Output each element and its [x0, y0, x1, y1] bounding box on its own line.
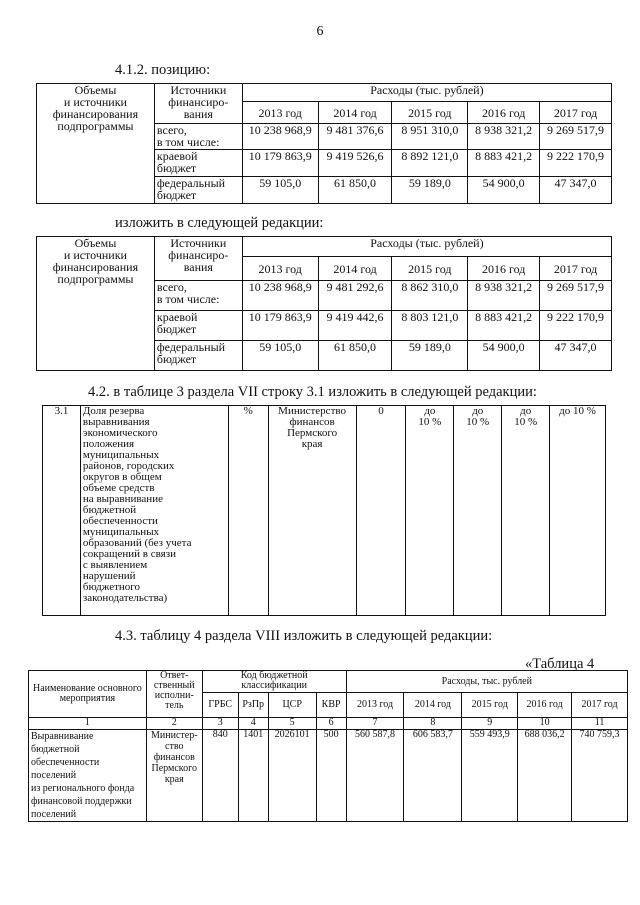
- code-col-header: ЦСР: [268, 693, 316, 718]
- row-label: федеральный бюджет: [154, 341, 242, 371]
- value-cell: 54 900,0: [468, 177, 540, 204]
- table-row: [29, 730, 628, 822]
- expense-cell: 559 493,9: [462, 730, 518, 822]
- table-4: [28, 670, 628, 822]
- column-number: 9: [462, 718, 518, 730]
- target-value-cell: до 10 %: [406, 406, 454, 616]
- expense-cell: 606 583,7: [404, 730, 462, 822]
- value-cell: 9 269 517,9: [540, 281, 612, 311]
- value-cell: 61 850,0: [318, 341, 392, 371]
- code-header: Код бюджетной классификации: [202, 671, 346, 693]
- table-row: [43, 406, 606, 616]
- year-header: 2013 год: [242, 257, 318, 281]
- section-4-2-heading: 4.2. в таблице 3 раздела VII строку 3.1 изложить в следующей редакции:: [88, 384, 537, 400]
- value-cell: 59 189,0: [392, 341, 468, 371]
- year-header: 2014 год: [318, 257, 392, 281]
- year-header: 2013 год: [242, 102, 318, 124]
- value-cell: 8 892 121,0: [392, 150, 468, 177]
- value-cell: 8 883 421,2: [468, 311, 540, 341]
- value-cell: 8 938 321,2: [468, 124, 540, 150]
- measure-name: Выравнивание бюджетной обеспеченности поселений из регионального фонда финансовой поддержки поселений: [29, 730, 147, 822]
- column-number: 11: [572, 718, 628, 730]
- rzpr-cell: 1401: [238, 730, 268, 822]
- year-header: 2015 год: [392, 257, 468, 281]
- year-header: 2017 год: [540, 257, 612, 281]
- row-label: краевой бюджет: [154, 150, 242, 177]
- expense-cell: 688 036,2: [518, 730, 572, 822]
- value-cell: 47 347,0: [540, 177, 612, 204]
- value-cell: 9 481 292,6: [318, 281, 392, 311]
- value-cell: 10 238 968,9: [242, 124, 318, 150]
- sources-header: Источники финансиро- вания: [154, 237, 242, 281]
- value-cell: 61 850,0: [318, 177, 392, 204]
- year-header: 2014 год: [404, 693, 462, 718]
- year-header: 2013 год: [346, 693, 404, 718]
- value-cell: 59 105,0: [242, 177, 318, 204]
- column-number: 3: [202, 718, 238, 730]
- grbs-cell: 840: [202, 730, 238, 822]
- year-header: 2016 год: [518, 693, 572, 718]
- column-number: 8: [404, 718, 462, 730]
- code-col-header: РзПр: [238, 693, 268, 718]
- responsible-cell: Министерство финансов Пермского края: [268, 406, 356, 616]
- page-number: 6: [316, 24, 324, 39]
- column-number: 2: [146, 718, 202, 730]
- value-cell: 54 900,0: [468, 341, 540, 371]
- expense-cell: 560 587,8: [346, 730, 404, 822]
- unit-cell: %: [228, 406, 268, 616]
- value-cell: 9 222 170,9: [540, 150, 612, 177]
- value-cell: 9 419 526,6: [318, 150, 392, 177]
- value-cell: 8 938 321,2: [468, 281, 540, 311]
- code-col-header: ГРБС: [202, 693, 238, 718]
- column-number: 1: [29, 718, 147, 730]
- code-col-header: КВР: [316, 693, 346, 718]
- year-header: 2015 год: [392, 102, 468, 124]
- expenses-header: Расходы, тыс. рублей: [346, 671, 627, 693]
- row-label: краевой бюджет: [154, 311, 242, 341]
- column-number: 5: [268, 718, 316, 730]
- column-number: 10: [518, 718, 572, 730]
- name-header: Наименование основного мероприятия: [29, 671, 147, 718]
- value-cell: 10 179 863,9: [242, 311, 318, 341]
- value-cell: 10 179 863,9: [242, 150, 318, 177]
- expenses-header: Расходы (тыс. рублей): [242, 237, 611, 257]
- value-cell: 47 347,0: [540, 341, 612, 371]
- target-value-cell: до 10 %: [502, 406, 550, 616]
- value-cell: 9 222 170,9: [540, 311, 612, 341]
- volumes-header: Объемы и источники финансирования подпрограммы: [37, 237, 155, 371]
- responsible-cell: Министер- ство финансов Пермского края: [146, 730, 202, 822]
- row-label: федеральный бюджет: [154, 177, 242, 204]
- section-4-1-2-heading: 4.1.2. позицию:: [115, 62, 211, 78]
- financing-table-new: [36, 236, 612, 371]
- financing-table-old: [36, 83, 612, 204]
- csr-cell: 2026101: [268, 730, 316, 822]
- column-number: 6: [316, 718, 346, 730]
- value-cell: 10 238 968,9: [242, 281, 318, 311]
- volumes-header: Объемы и источники финансирования подпрограммы: [37, 84, 155, 204]
- value-cell: 59 105,0: [242, 341, 318, 371]
- value-cell: 8 862 310,0: [392, 281, 468, 311]
- year-header: 2014 год: [318, 102, 392, 124]
- row-number: 3.1: [43, 406, 81, 616]
- target-value-cell: до 10 %: [454, 406, 502, 616]
- value-cell: 8 951 310,0: [392, 124, 468, 150]
- row-label: всего, в том числе:: [154, 124, 242, 150]
- responsible-header: Ответ- ственный исполни- тель: [146, 671, 202, 718]
- value-cell: 59 189,0: [392, 177, 468, 204]
- kvr-cell: 500: [316, 730, 346, 822]
- value-cell: 8 803 121,0: [392, 311, 468, 341]
- column-number: 4: [238, 718, 268, 730]
- indicator-name: Доля резерва выравнивания экономического положения муниципальных районов, городских округов в общем объеме средств на выравнивание бюджетной обеспеченности муниципальных образований (без учета сокращений в связи с выявлением нарушений бюджетного законодательства): [80, 406, 228, 616]
- column-number: 7: [346, 718, 404, 730]
- column-number-row: [29, 718, 628, 730]
- year-header: 2015 год: [462, 693, 518, 718]
- indicator-table-row-3-1: [42, 405, 606, 616]
- sources-header: Источники финансиро- вания: [154, 84, 242, 124]
- replace-instruction: изложить в следующей редакции:: [115, 215, 324, 231]
- year-header: 2017 год: [572, 693, 628, 718]
- year-header: 2016 год: [468, 102, 540, 124]
- value-cell: 9 419 442,6: [318, 311, 392, 341]
- value-cell: 8 883 421,2: [468, 150, 540, 177]
- expense-cell: 740 759,3: [572, 730, 628, 822]
- year-header: 2016 год: [468, 257, 540, 281]
- value-cell: 9 269 517,9: [540, 124, 612, 150]
- year-header: 2017 год: [540, 102, 612, 124]
- table4-caption: «Таблица 4: [525, 656, 595, 672]
- expenses-header: Расходы (тыс. рублей): [242, 84, 611, 102]
- base-value-cell: 0: [356, 406, 406, 616]
- section-4-3-heading: 4.3. таблицу 4 раздела VIII изложить в следующей редакции:: [115, 628, 493, 644]
- target-value-cell: до 10 %: [550, 406, 606, 616]
- value-cell: 9 481 376,6: [318, 124, 392, 150]
- row-label: всего, в том числе:: [154, 281, 242, 311]
